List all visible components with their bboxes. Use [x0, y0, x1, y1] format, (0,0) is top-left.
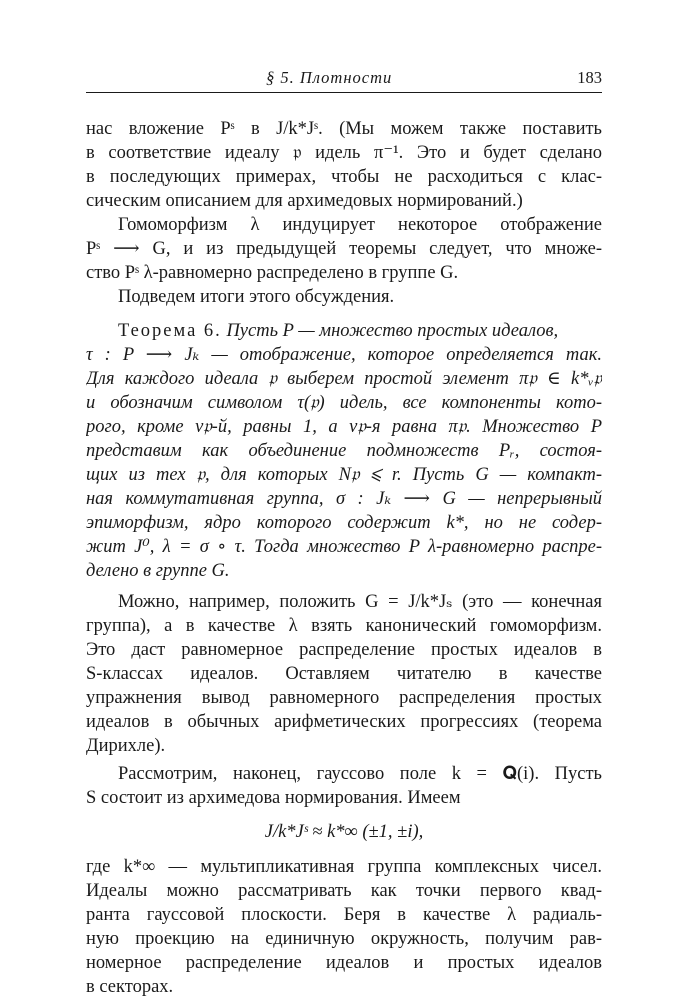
- page-number: 183: [577, 68, 602, 87]
- text-line: ранта гауссовой плоскости. Беря в качестве λ радиаль-: [86, 905, 602, 925]
- text-line: ство Pˢ λ-равномерно распределено в группе G.: [86, 263, 459, 283]
- text-line: S-классах идеалов. Оставляем читателю в качестве: [86, 664, 602, 684]
- text-line: Гомоморфизм λ индуцирует некоторое отображение: [118, 215, 602, 235]
- text-line: в соответствие идеалу 𝔭 идель π⁻¹. Это и будет сделано: [86, 143, 602, 163]
- text-line: Подведем итоги этого обсуждения.: [118, 287, 395, 307]
- theorem-line: жит J⁰, λ = σ ∘ τ. Тогда множество P λ-равномерно распре-: [86, 537, 602, 557]
- text-line: Дирихле).: [86, 736, 166, 756]
- theorem-line: Для каждого идеала 𝔭 выберем простой элемент π𝔭 ∈ k*ᵥ𝔭: [86, 369, 602, 389]
- text-line: в последующих примерах, чтобы не расходиться с клас-: [86, 167, 602, 187]
- text-line: упражнения вывод равномерного распределения простых: [86, 688, 602, 708]
- theorem-line: делено в группе G.: [86, 561, 230, 581]
- text-line: Это даст равномерное распределение простых идеалов в: [86, 640, 602, 660]
- text-line: где k*∞ — мультипликативная группа комплексных чисел.: [86, 857, 602, 877]
- theorem-first-line: [118, 319, 602, 343]
- theorem-line: щих из тех 𝔭, для которых N𝔭 ⩽ r. Пусть G — компакт-: [86, 465, 602, 485]
- text-line: ную проекцию на единичную окружность, получим рав-: [86, 929, 602, 949]
- text-line: Идеалы можно рассматривать как точки первого квад-: [86, 881, 602, 901]
- theorem-label: Теорема 6.: [118, 321, 222, 341]
- text-line: Рассмотрим, наконец, гауссово поле k = 𝐐(i). Пусть: [118, 764, 602, 784]
- text-line: в секторах.: [86, 977, 174, 997]
- page-header: [86, 68, 602, 93]
- theorem-line: представим как объединение подмножеств Pᵣ, состоя-: [86, 441, 602, 461]
- display-formula: J/k*Jˢ ≈ k*∞ (±1, ±i),: [264, 822, 424, 842]
- text-line: Можно, например, положить G = J/k*Jₛ (это — конечная: [118, 592, 602, 612]
- text-line: идеалов в обычных арифметических прогрессиях (теорема: [86, 712, 602, 732]
- text-line: нас вложение Pˢ в J/k*Jˢ. (Мы можем также поставить: [86, 119, 602, 139]
- text-line: сическим описанием для архимедовых нормирований.): [86, 191, 523, 211]
- text-line: Pˢ ⟶ G, и из предыдущей теоремы следует, что множе-: [86, 239, 602, 259]
- theorem-line: τ : P ⟶ Jₖ — отображение, которое определяется так.: [86, 345, 602, 365]
- theorem-line: рого, кроме v𝔭-й, равны 1, а v𝔭-я равна π𝔭. Множество P: [86, 417, 602, 437]
- theorem-text: Пусть P — множество простых идеалов,: [226, 321, 559, 341]
- running-title: § 5. Плотности: [266, 68, 393, 87]
- theorem-line: ная коммутативная группа, σ : Jₖ ⟶ G — непрерывный: [86, 489, 602, 509]
- text-line: номерное распределение идеалов и простых идеалов: [86, 953, 602, 973]
- text-line: группа), а в качестве λ взять канонический гомоморфизм.: [86, 616, 602, 636]
- theorem-line: эпиморфизм, ядро которого содержит k*, но не содер-: [86, 513, 602, 533]
- text-line: S состоит из архимедова нормирования. Имеем: [86, 788, 461, 808]
- theorem-line: и обозначим символом τ(𝔭) идель, все компоненты кото-: [86, 393, 602, 413]
